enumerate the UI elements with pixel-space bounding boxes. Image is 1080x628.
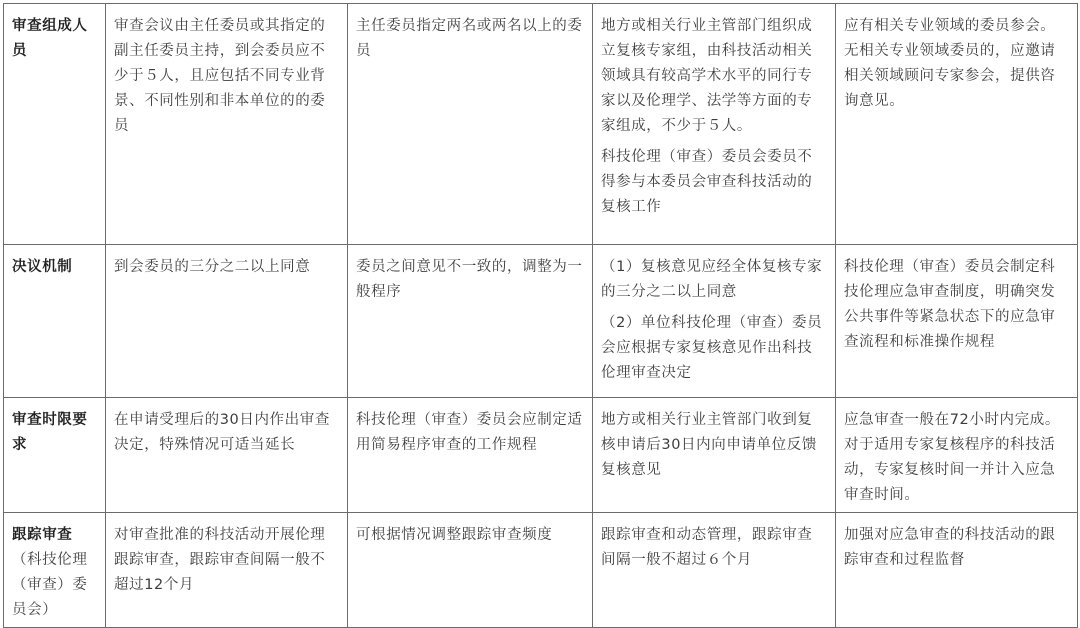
cell-text: 跟踪审查和动态管理，跟踪审查间隔一般不超过６个月 — [601, 527, 813, 568]
table-cell — [106, 398, 348, 513]
table-cell — [593, 4, 836, 245]
row-header-follow-up — [4, 513, 106, 628]
row-header-composition — [4, 4, 106, 245]
table-cell — [593, 245, 836, 398]
cell-text: 对审查批准的科技活动开展伦理跟踪审查，跟踪审查间隔一般不超过12个月 — [114, 527, 326, 593]
cell-text: 可根据情况调整跟踪审查频度 — [356, 527, 553, 543]
cell-text: 审查会议由主任委员或其指定的副主任委员主持，到会委员应不少于５人，且应包括不同专业背景、不同性别和非本单位的的委员 — [114, 18, 326, 134]
table-cell — [348, 513, 593, 628]
cell-text: （2）单位科技伦理（审查）委员会应根据专家复核意见作出科技伦理审查决定 — [601, 315, 823, 381]
table-row-follow-up — [4, 513, 1078, 628]
table-cell — [106, 513, 348, 628]
row-header-label: 审查组成人员 — [12, 18, 88, 59]
ethics-review-table — [3, 3, 1078, 628]
cell-text: 在申请受理后的30日内作出审查决定，特殊情况可适当延长 — [114, 412, 330, 453]
cell-text: （1）复核意见应经全体复核专家的三分之二以上同意 — [601, 259, 823, 300]
row-header-sublabel: （科技伦理（审查）委员会） — [12, 552, 88, 618]
cell-text: 应急审查一般在72小时内完成。对于适用专家复核程序的科技活动，专家复核时间一并计入应急审查时间。 — [844, 412, 1060, 503]
table-cell — [836, 4, 1078, 245]
cell-text: 科技伦理（审查）委员会制定科技伦理应急审查制度，明确突发公共事件等紧急状态下的应急审查流程和标准操作规程 — [844, 259, 1056, 350]
row-header-label: 跟踪审查 — [12, 527, 73, 543]
table-row-composition — [4, 4, 1078, 245]
cell-text: 科技伦理（审查）委员会委员不得参与本委员会审查科技活动的复核工作 — [601, 149, 813, 215]
row-header-time-limit — [4, 398, 106, 513]
row-header-label: 决议机制 — [12, 259, 73, 275]
table-cell — [836, 398, 1078, 513]
cell-text: 加强对应急审查的科技活动的跟踪审查和过程监督 — [844, 527, 1056, 568]
cell-text: 地方或相关行业主管部门组织成立复核专家组，由科技活动相关领域具有较高学术水平的同行专家以及伦理学、法学等方面的专家组成，不少于５人。 — [601, 18, 813, 134]
table-cell — [836, 245, 1078, 398]
table-cell — [348, 398, 593, 513]
cell-text: 科技伦理（审查）委员会应制定适用简易程序审查的工作规程 — [356, 412, 583, 453]
table-cell — [348, 245, 593, 398]
table-cell — [106, 245, 348, 398]
cell-text: 应有相关专业领域的委员参会。无相关专业领域委员的，应邀请相关领域顾问专家参会，提供咨询意见。 — [844, 18, 1056, 109]
cell-text: 委员之间意见不一致的，调整为一般程序 — [356, 259, 583, 300]
row-header-resolution — [4, 245, 106, 398]
cell-text: 主任委员指定两名或两名以上的委员 — [356, 18, 583, 59]
table-cell — [593, 513, 836, 628]
table-cell — [348, 4, 593, 245]
table-row-resolution — [4, 245, 1078, 398]
table-row-time-limit — [4, 398, 1078, 513]
table-cell — [836, 513, 1078, 628]
table-cell — [106, 4, 348, 245]
table-cell — [593, 398, 836, 513]
cell-text: 地方或相关行业主管部门收到复核申请后30日内向申请单位反馈复核意见 — [601, 412, 817, 478]
row-header-label: 审查时限要求 — [12, 412, 88, 453]
cell-text: 到会委员的三分之二以上同意 — [114, 259, 311, 275]
